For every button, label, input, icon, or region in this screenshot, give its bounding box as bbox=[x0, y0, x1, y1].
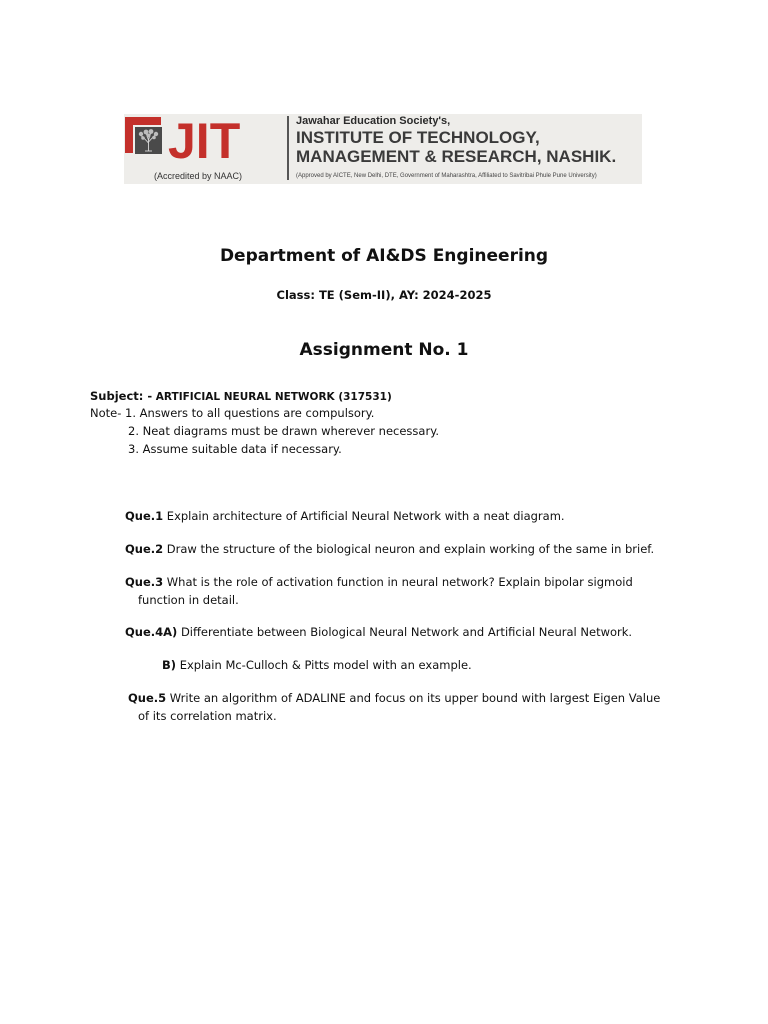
subject-name: ARTIFICIAL NEURAL NETWORK (317531) bbox=[155, 391, 392, 403]
question-label: Que.2 bbox=[125, 542, 164, 556]
question-4b bbox=[162, 656, 472, 674]
note-line-1 bbox=[90, 405, 374, 421]
subject-label: Subject: - bbox=[90, 389, 153, 403]
jit-logo-text: JIT bbox=[168, 113, 241, 169]
question-text: What is the role of activation function in neural network? Explain bipolar sigmoid bbox=[166, 575, 633, 589]
jit-logo-mark bbox=[125, 117, 161, 153]
subject-line bbox=[90, 388, 392, 405]
note-label: Note- bbox=[90, 406, 122, 420]
question-4a bbox=[125, 623, 632, 641]
question-text: Write an algorithm of ADALINE and focus on its upper bound with largest Eigen Value bbox=[169, 691, 661, 705]
question-label: Que.5 bbox=[128, 691, 167, 705]
question-label: Que.3 bbox=[125, 575, 164, 589]
institute-name-line2: MANAGEMENT & RESEARCH, NASHIK. bbox=[296, 147, 617, 166]
question-3 bbox=[125, 573, 633, 591]
institute-banner bbox=[124, 114, 642, 184]
note-item: 2. Neat diagrams must be drawn wherever necessary. bbox=[128, 424, 440, 438]
question-3-continued: function in detail. bbox=[138, 593, 239, 607]
question-label: B) bbox=[162, 658, 177, 672]
society-name: Jawahar Education Society's, bbox=[296, 115, 451, 127]
question-1 bbox=[125, 507, 565, 525]
question-text: Explain architecture of Artificial Neural Network with a neat diagram. bbox=[166, 509, 565, 523]
class-info: Class: TE (Sem-II), AY: 2024-2025 bbox=[276, 288, 492, 302]
question-5 bbox=[128, 689, 660, 707]
question-text: Explain Mc-Culloch & Pitts model with an example. bbox=[179, 658, 472, 672]
note-item: 3. Assume suitable data if necessary. bbox=[128, 442, 342, 456]
assignment-title: Assignment No. 1 bbox=[299, 340, 469, 360]
approval-text: (Approved by AICTE, New Delhi, DTE, Government of Maharashtra, Affiliated to Savitribai Phule Pune University) bbox=[296, 173, 597, 179]
note-item: 1. Answers to all questions are compulsory. bbox=[125, 406, 375, 420]
question-label: Que.4A) bbox=[125, 625, 178, 639]
naac-accreditation: (Accredited by NAAC) bbox=[154, 171, 243, 181]
question-label: Que.1 bbox=[125, 509, 164, 523]
question-2 bbox=[125, 540, 654, 558]
tree-icon bbox=[135, 127, 162, 154]
question-text: Draw the structure of the biological neuron and explain working of the same in brief. bbox=[166, 542, 655, 556]
department-title: Department of AI&DS Engineering bbox=[219, 246, 549, 266]
header-divider bbox=[287, 116, 289, 180]
question-5-continued: of its correlation matrix. bbox=[138, 709, 277, 723]
institute-name-line1: INSTITUTE OF TECHNOLOGY, bbox=[296, 128, 540, 147]
question-text: Differentiate between Biological Neural Network and Artificial Neural Network. bbox=[180, 625, 633, 639]
